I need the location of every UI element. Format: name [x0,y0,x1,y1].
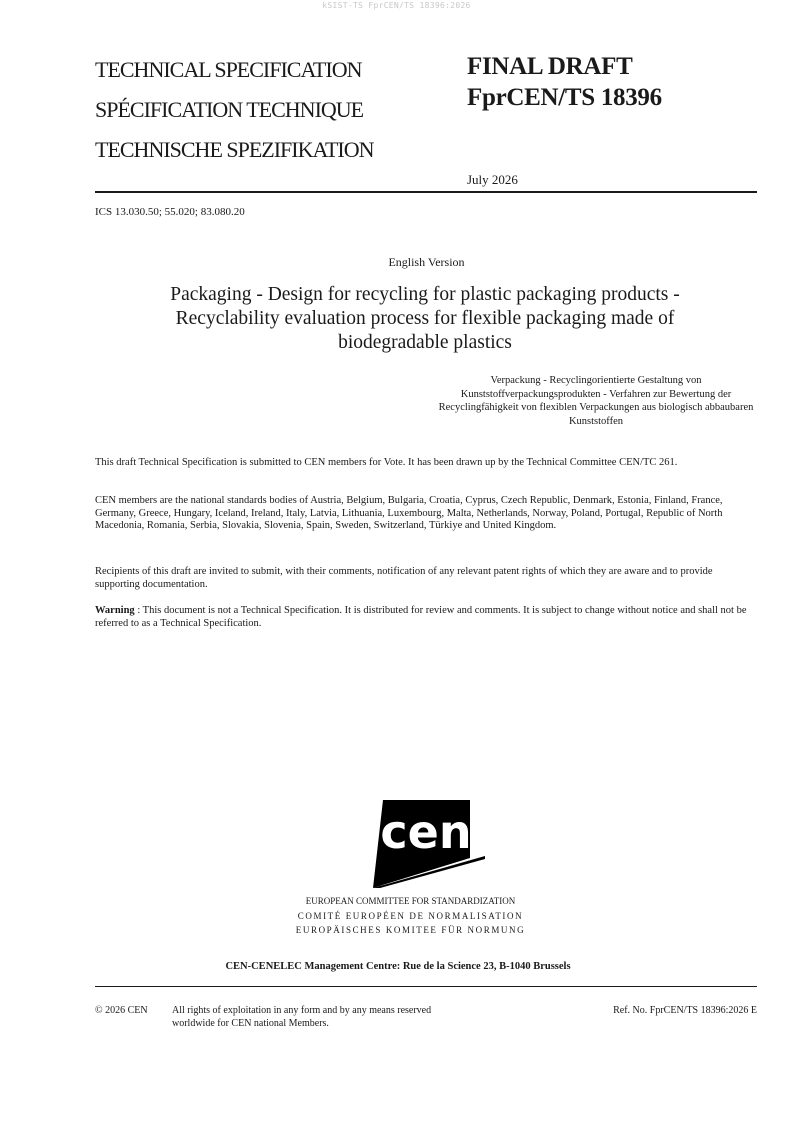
footer-rights-line1: All rights of exploitation in any form and by any means reserved [172,1005,432,1016]
language-version: English Version [388,255,465,269]
watermark: kSIST-TS FprCEN/TS 18396:2026 [322,1,471,10]
paragraph-vote: This draft Technical Specification is submitted to CEN members for Vote. It has been drawn up by the Technical Committee CEN/TC 261. [95,457,678,468]
footer-rights-line2: worldwide for CEN national Members. [172,1018,329,1029]
document-reference: FprCEN/TS 18396 [467,84,662,111]
publication-date: July 2026 [467,172,518,187]
spec-type-fr: SPÉCIFICATION TECHNIQUE [95,97,364,122]
final-draft-block [467,51,662,113]
ics-codes: ICS 13.030.50; 55.020; 83.080.20 [95,206,245,218]
spec-type-en: TECHNICAL SPECIFICATION [95,57,362,82]
cen-logo-text: cen [380,805,472,859]
cen-logo [373,800,485,888]
footer-copyright: © 2026 CEN [95,1005,148,1016]
footer-rights [172,1004,431,1030]
final-draft-label: FINAL DRAFT [467,53,633,80]
footer-rule [95,986,757,987]
cen-logo-graphic [373,800,485,888]
org-name-de: EUROPÄISCHES KOMITEE FÜR NORMUNG [295,925,526,935]
management-centre: CEN-CENELEC Management Centre: Rue de la Science 23, B-1040 Brussels [225,961,571,972]
spec-type-de: TECHNISCHE SPEZIFIKATION [95,137,374,162]
org-name-en: EUROPEAN COMMITTEE FOR STANDARDIZATION [305,896,516,906]
warning-label: Warning [95,605,135,616]
document-title-de: Verpackung - Recyclingorientierte Gestaltung von Kunststoffverpackungsprodukten - Verfahren zur Bewertung der Recyclingfähigkeit von flexiblen Verpackungen aus biologisch abbaubaren Kunststoffen [438,375,754,427]
paragraph-warning [95,605,757,630]
paragraph-patent: Recipients of this draft are invited to submit, with their comments, notification of any relevant patent rights of which they are aware and to provide supporting documentation. [95,566,713,590]
document-title: Packaging - Design for recycling for plastic packaging products - Recyclability evaluation process for flexible packaging made of biodegradable plastics [170,284,680,353]
org-name-fr: COMITÉ EUROPÉEN DE NORMALISATION [297,911,524,921]
footer-reference: Ref. No. FprCEN/TS 18396:2026 E [613,1005,757,1016]
header-rule [95,191,757,193]
paragraph-members: CEN members are the national standards bodies of Austria, Belgium, Bulgaria, Croatia, Cyprus, Czech Republic, Denmark, Estonia, Finland, France, Germany, Greece, Hungary, Iceland, Ireland, Italy, Latvia, Lithuania, Luxembourg, Malta, Netherlands, Norway, Poland, Portugal, Republic of North Macedonia, Romania, Serbia, Slovakia, Slovenia, Spain, Sweden, Switzerland, Türkiye and United Kingdom. [95,495,723,531]
warning-text: : This document is not a Technical Specification. It is distributed for review and comments. It is subject to change without notice and shall not be referred to as a Technical Specification. [95,605,747,629]
